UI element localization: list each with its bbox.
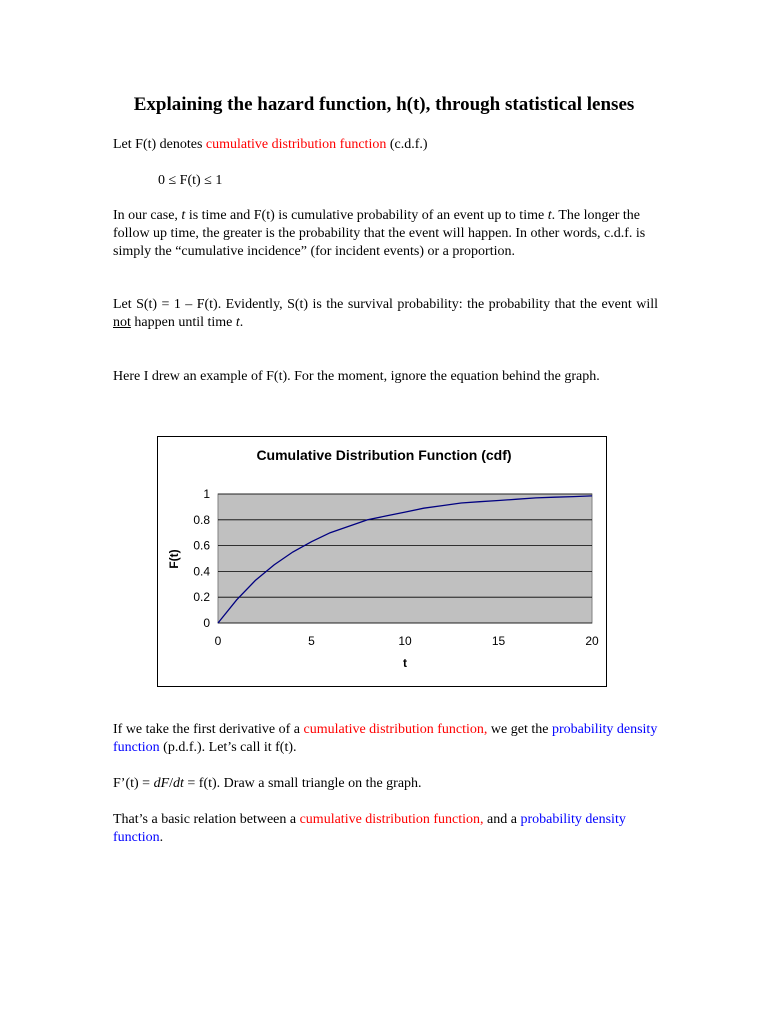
y-tick-label: 0.4 xyxy=(193,564,210,579)
var-dF: dF xyxy=(153,776,170,791)
chart-title: Cumulative Distribution Function (cdf) xyxy=(256,447,512,463)
text: / xyxy=(169,776,174,791)
x-tick-labels xyxy=(215,634,599,648)
paragraph-derivative xyxy=(113,721,658,757)
x-tick-label: 0 xyxy=(214,634,222,648)
y-tick-label: 0.8 xyxy=(193,512,210,527)
var-dt: dt xyxy=(173,776,184,791)
var-t: t xyxy=(181,208,186,223)
var-t: t xyxy=(547,208,552,223)
text: . The longer the follow up time, the greater is the probability that the event will happen. In other words, c.d.f. is simply the “cumulative incidence” (for incident events) or a proportion. xyxy=(113,208,646,259)
cdf-chart-svg xyxy=(158,437,606,686)
paragraph-example-intro: Here I drew an example of F(t). For the moment, ignore the equation behind the graph. xyxy=(113,369,600,384)
text: (c.d.f.) xyxy=(386,137,428,152)
text: . xyxy=(159,830,164,845)
paragraph-cdf-explanation xyxy=(113,207,658,261)
term-pdf: probability density function xyxy=(113,812,626,845)
term-cdf: cumulative distribution function, xyxy=(303,722,488,737)
cdf-chart xyxy=(157,436,607,687)
term-cdf: cumulative distribution function xyxy=(205,137,387,152)
text: F’(t) = xyxy=(113,776,154,791)
x-tick-label: 5 xyxy=(308,634,315,648)
text: we get the xyxy=(487,722,552,737)
inequality: 0 ≤ F(t) ≤ 1 xyxy=(158,173,223,188)
x-tick-label: 10 xyxy=(398,634,412,648)
text: Let F(t) denotes xyxy=(113,137,206,152)
text: and a xyxy=(483,812,521,827)
text: happen until time xyxy=(130,315,236,330)
term-pdf: probability density function xyxy=(113,722,658,755)
text: . xyxy=(239,315,244,330)
paragraph-equation xyxy=(113,775,658,793)
x-tick-label: 20 xyxy=(585,634,599,648)
term-cdf: cumulative distribution function, xyxy=(299,812,484,827)
y-tick-label: 0.2 xyxy=(193,590,210,605)
paragraph-relation xyxy=(113,811,658,847)
text: In our case, xyxy=(113,208,182,223)
y-tick-labels xyxy=(193,487,210,630)
paragraph-survival xyxy=(113,296,658,332)
text: That’s a basic relation between a xyxy=(113,812,300,827)
var-t: t xyxy=(235,315,240,330)
y-tick-label: 1 xyxy=(203,487,210,501)
text: (p.d.f.). Let’s call it f(t). xyxy=(159,740,297,755)
x-tick-label: 15 xyxy=(491,634,506,648)
x-axis-label: t xyxy=(403,656,407,670)
text: = f(t). Draw a small triangle on the graph. xyxy=(183,776,422,791)
plot-area xyxy=(218,494,592,623)
y-tick-label: 0.6 xyxy=(193,538,210,553)
text: is time and F(t) is cumulative probability of an event up to time xyxy=(185,208,548,223)
underlined-not: not xyxy=(113,315,131,330)
document-title: Explaining the hazard function, h(t), through statistical lenses xyxy=(133,94,635,115)
y-tick-label: 0 xyxy=(203,616,210,630)
text: Let S(t) = 1 – F(t). Evidently, S(t) is the survival probability: the probability that the event will xyxy=(113,297,658,312)
text: If we take the first derivative of a xyxy=(113,722,304,737)
paragraph-cdf-definition xyxy=(113,136,658,154)
y-axis-label: F(t) xyxy=(167,549,181,569)
